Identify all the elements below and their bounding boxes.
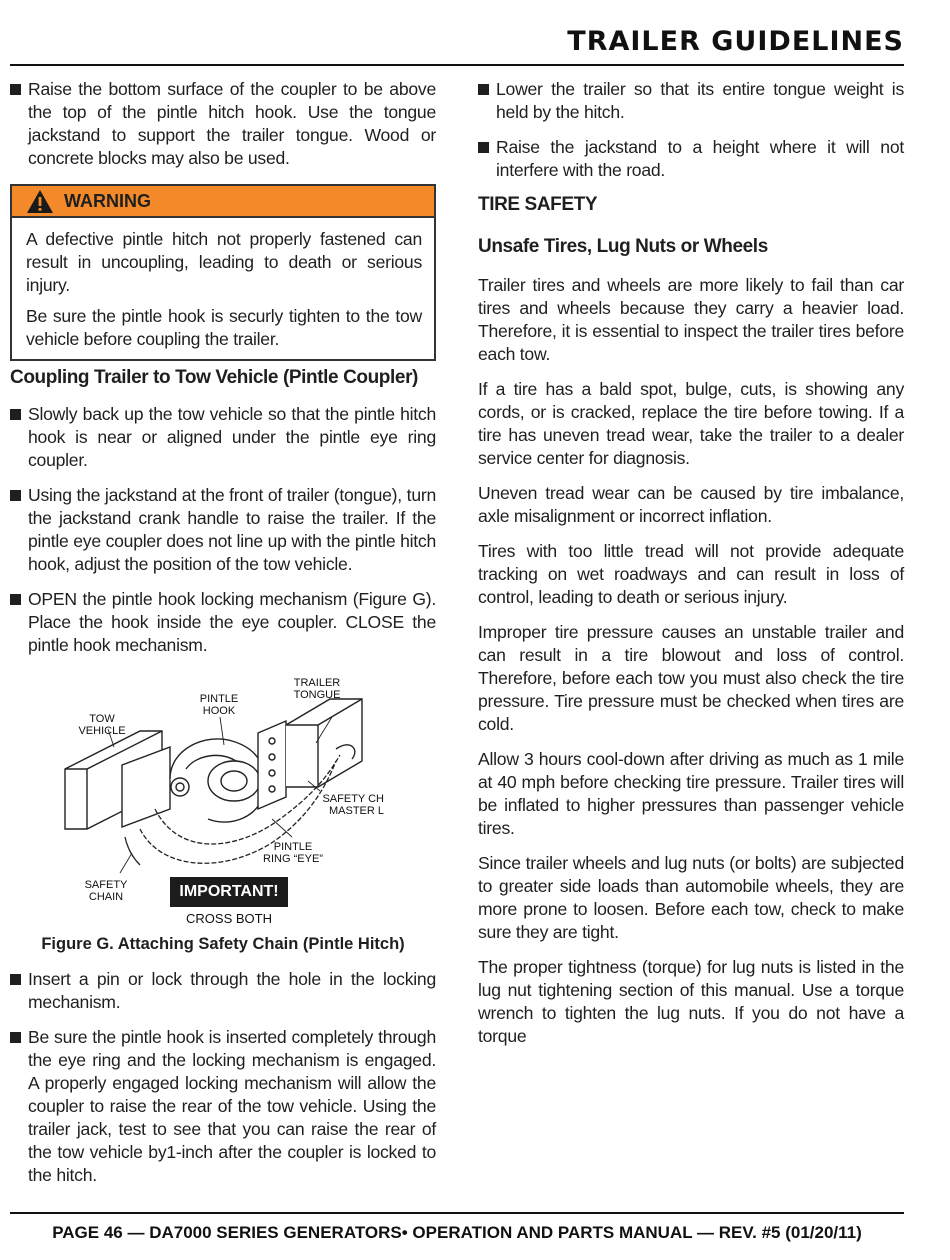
tire-paragraph: Uneven tread wear can be caused by tire imbalance, axle misalignment or incorrect inflation. bbox=[478, 483, 904, 526]
label-safety-chain-master-link: SAFETY CH MASTER L bbox=[322, 793, 384, 817]
tire-paragraph: The proper tightness (torque) for lug nuts is listed in the lug nut tightening section of this manual. Use a torque wrench to tighten the lug nuts. If you do not have a torque bbox=[478, 957, 904, 1046]
page-footer: PAGE 46 — DA7000 SERIES GENERATORS• OPERATION AND PARTS MANUAL — REV. #5 (01/20/11) bbox=[52, 1223, 862, 1242]
warning-paragraph: A defective pintle hitch not properly fastened can result in uncoupling, leading to death or serious injury. bbox=[26, 229, 422, 295]
unsafe-tires-heading: Unsafe Tires, Lug Nuts or Wheels bbox=[478, 236, 768, 257]
coupling-heading: Coupling Trailer to Tow Vehicle (Pintle Coupler) bbox=[10, 367, 418, 388]
tire-paragraph: If a tire has a bald spot, bulge, cuts, is showing any cords, or is cracked, replace the tire before towing. If a tire has uneven tread wear, take the trailer to a dealer service center for diagnosis. bbox=[478, 379, 904, 468]
coupling-bullet: Slowly back up the tow vehicle so that the pintle hitch hook is near or aligned under the pintle eye ring coupler. bbox=[10, 403, 436, 472]
warning-body bbox=[12, 218, 434, 351]
intro-bullet: Raise the bottom surface of the coupler to be above the top of the pintle hitch hook. Use the tongue jackstand to support the trailer tongue. Wood or concrete blocks may also be used. bbox=[10, 78, 436, 170]
label-safety-chain: SAFETY CHAIN bbox=[84, 879, 128, 903]
locking-bullet: Be sure the pintle hook is inserted completely through the eye ring and the locking mechanism is engaged. A properly engaged locking mechanism will allow the coupler to raise the rear of the tow vehicle. Using the trailer jack, test to see that you can raise the rear of the tow vehicle by1-inch after the coupler is locked to the hitch. bbox=[10, 1026, 436, 1187]
important-badge: IMPORTANT! bbox=[170, 877, 288, 907]
warning-label: WARNING bbox=[64, 190, 151, 211]
locking-bullet: Insert a pin or lock through the hole in the locking mechanism. bbox=[10, 968, 436, 1014]
lowering-bullet: Lower the trailer so that its entire tongue weight is held by the hitch. bbox=[478, 78, 904, 124]
tire-paragraph: Tires with too little tread will not provide adequate tracking on wet roadways and can result in loss of control, leading to death or serious injury. bbox=[478, 541, 904, 607]
cross-both-label: CROSS BOTH bbox=[186, 911, 272, 926]
coupling-bullet: Using the jackstand at the front of trailer (tongue), turn the jackstand crank handle to raise the trailer. If the pintle eye coupler does not line up with the pintle hitch hook, adjust the position of the tow vehicle. bbox=[10, 484, 436, 576]
tire-paragraph: Improper tire pressure causes an unstable trailer and can result in a tire blowout and loss of control. Therefore, before each tow you must also check the tire pressure. Tire pressure must be checked when tires are cold. bbox=[478, 622, 904, 734]
jackstand-bullet: Raise the jackstand to a height where it will not interfere with the road. bbox=[478, 136, 904, 182]
title-rule bbox=[10, 64, 904, 66]
tire-paragraph: Allow 3 hours cool-down after driving as much as 1 mile at 40 mph before checking tire pressure. Trailer tires will be inflated to higher pressures than passenger vehicle tires. bbox=[478, 749, 904, 838]
warning-box bbox=[10, 184, 436, 361]
warning-header bbox=[12, 186, 434, 218]
left-column bbox=[10, 78, 436, 1199]
tire-paragraph: Since trailer wheels and lug nuts (or bolts) are subjected to greater side loads than automobile wheels, they are more prone to loosen. Before each tow, check to make sure they are tight. bbox=[478, 853, 904, 942]
tire-safety-heading: TIRE SAFETY bbox=[478, 194, 598, 215]
label-trailer-tongue: TRAILER TONGUE bbox=[293, 677, 341, 701]
label-pintle-ring-eye: PINTLE RING “EYE” bbox=[263, 841, 323, 865]
figure-g bbox=[10, 669, 436, 931]
footer-rule bbox=[10, 1212, 904, 1214]
warning-paragraph: Be sure the pintle hook is securly tighten to the tow vehicle before coupling the trailer. bbox=[26, 306, 422, 349]
label-pintle-hook: PINTLE HOOK bbox=[199, 693, 239, 717]
page-title: TRAILER GUIDELINES bbox=[567, 26, 904, 57]
figure-caption: Figure G. Attaching Safety Chain (Pintle Hitch) bbox=[41, 935, 405, 953]
right-column bbox=[478, 78, 904, 1060]
warning-triangle-icon bbox=[26, 189, 54, 214]
label-tow-vehicle: TOW VEHICLE bbox=[78, 713, 126, 737]
tire-paragraph: Trailer tires and wheels are more likely to fail than car tires and wheels because they carry a heavier load. Therefore, it is essential to inspect the trailer tires before each tow. bbox=[478, 275, 904, 364]
coupling-bullet: OPEN the pintle hook locking mechanism (Figure G). Place the hook inside the eye coupler. CLOSE the pintle hook mechanism. bbox=[10, 588, 436, 657]
